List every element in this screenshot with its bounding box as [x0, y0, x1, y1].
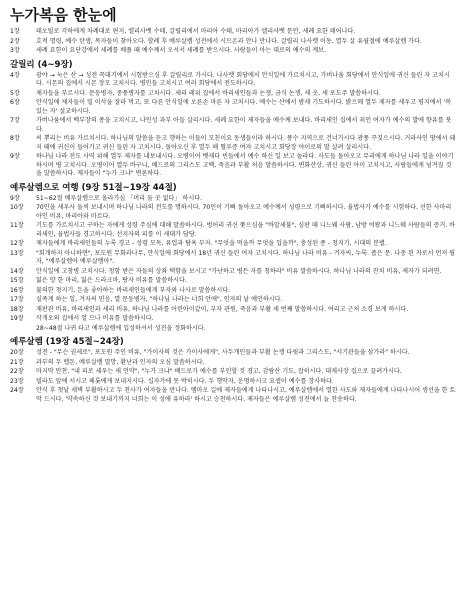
chapter-summary: 재판관 비유, 바리새인과 세리 비유, 하나님 나라를 어린아이같이, 부자 관원, 죽음과 부활 세 번째 말씀하시다. 여리고 근처 소경 보게 하시다.: [36, 305, 409, 313]
chapter-label: 9장: [10, 153, 20, 160]
chapter-label: 16장: [10, 286, 24, 294]
chapter-row: [8, 47, 456, 56]
chapter-row: [8, 296, 456, 305]
chapter-row: [8, 240, 456, 249]
chapter-row: [8, 277, 456, 286]
chapter-label: 19장: [10, 315, 24, 322]
chapter-row: [8, 368, 456, 377]
chapter-label: 11장: [10, 222, 24, 229]
chapter-label: 17장: [10, 296, 24, 303]
chapter-summary: 제자들에게 바리새인들의 누룩 경고 - 성령 모독, 유업과 탐욕 부자. "무엇을 먹을까 무엇을 입을까", 충성된 종 - 청지기, 시대의 분별.: [36, 240, 387, 247]
chapter-summary: 기도를 가르치시고 구하는 자에게 성령 주심에 대해 말씀하시다. 벙어리 귀신 쫓으심을 "바알세불", 심판 때 니느웨 사람, 남방 여왕과 니느웨 사람들의 증거. 바리새인, 율법사들 경고하시다. 선지자의 피를 이 세대가 담당.: [36, 222, 455, 238]
chapter-label: 14장: [10, 267, 24, 275]
chapter-row: [8, 250, 456, 267]
section-note: 28~48절 나귀 타고 예루살렘에 입성하셔서 성전을 정화하시다.: [36, 324, 206, 332]
chapter-summary: 하나님 나라 전도 사역 위해 열두 제자를 내보내시다. 오병이어 벳새다 빈들에서 예수 하신 일 보고 놀라다. 사도들 돌아오고 무리에게 하나님 나라 일을 이야기하시며 병 고치시다. 오병이어 열두 바구니, 베드로의 그리스도 고백, 죽음과 부활 처음 말씀하시다. 변화산상, 귀신 들린 아이 고치시고, 사람들에게 넘겨질 것을 말씀하시다. 제자들이 "누가 크냐" 변론하다.: [36, 153, 454, 177]
chapter-label: 4장: [10, 71, 20, 79]
chapter-row: [8, 306, 456, 315]
chapter-label: 7장: [10, 117, 20, 124]
chapter-summary: 잃은 양 한 마리, 잃은 드라크마, 탕자 비유를 말씀하시다.: [36, 277, 187, 284]
chapter-summary: 데오빌로 각하에게 차례대로 편지, 엘리사벳 수태, 갈릴리에서 마리아 수태, 마리아가 엘리사벳 문안, 세례 요한 태어나다.: [36, 28, 356, 35]
chapter-summary: 마지막 만찬, "내 피로 세우는 새 언약", "누가 크냐" 베드로가 예수를 부인할 것 경고, 감람산 기도, 잡히시다. 대제사장 집으로 끌려가시다.: [36, 368, 402, 375]
chapter-row: [8, 38, 456, 47]
chapter-row: [8, 153, 456, 179]
chapter-row: [8, 195, 456, 204]
chapter-row: [8, 359, 456, 368]
chapter-label: 3장: [10, 47, 20, 54]
chapter-row: [8, 222, 456, 239]
chapter-summary: 안식일에 제자들이 밀 이삭을 잘라 먹고, 또 다른 안식일에 오른손 마른 자 고치시다. 예수는 산에서 밤새 기도하시다. 밝으매 열두 제자를 세우고 평지에서 '복 있는 자' 설교하시다.: [36, 99, 452, 115]
document-content: [8, 28, 456, 404]
chapter-row: [8, 99, 456, 116]
chapter-summary: 제자들을 부르시다. 문둥병자, 중풍병자를 고치시다. 세리 레위 집에서 바리새인들과 논쟁, 금식 논쟁, 새 옷, 새 포도주 말씀하시다.: [36, 89, 381, 97]
chapter-summary: 성전 - "무슨 권세로", 포도원 주인 비유, "가이사의 것은 가이사에게", 사두개인들과 부활 논쟁 다윗과 그리스도, "서기관들을 삼가라" 하시다.: [36, 349, 410, 356]
page-title: 누가복음 한눈에: [10, 6, 117, 24]
chapter-row: [8, 268, 456, 277]
chapter-summary: 세례 요한이 요단강에서 세례를 베풀 때 예수께서 오셔서 세례를 받으시다. 사람들이 아는 대로의 예수의 계보.: [36, 47, 327, 54]
chapter-summary: 호적 명령, 예수 탄생, 목자들이 찾아오다. 할례 후 예루살렘 성전에서 시므온과 안나 만나다. 갈릴리 나사렛 이동. 열두 살 유월절에 예루살렘 가다.: [36, 37, 422, 45]
section-heading: 갈릴리 (4~9장): [10, 59, 73, 70]
chapter-summary: 과부의 두 렙돈, 예루살렘 멸망, 환난과 인자의 오심 말씀하시다.: [36, 358, 205, 366]
chapter-row: [8, 135, 456, 152]
chapter-label: 9장: [10, 194, 20, 202]
chapter-summary: 51~62절 예루살렘으로 올라가심 「머리 둘 곳 없다」 하시다.: [36, 194, 203, 202]
chapter-label: 1장: [10, 28, 20, 35]
chapter-summary: 70인을 세우사 둘씩 보내시며 하나님 나라의 전도를 명하시다. 70인이 기뻐 돌아오고 예수께서 성령으로 기뻐하시다. 율법사가 예수를 시험하다. 선한 사마리아인 비유, 마리아와 마르다.: [36, 204, 452, 220]
chapter-label: 18장: [10, 305, 24, 313]
section-heading: 예루살렘 (19장 45절~24장): [10, 337, 124, 347]
chapter-summary: 가버나움에서 백부장의 종을 고치시고, 나인성 과부 아들 살리시다. 세례 요한이 제자들을 예수께 보내다. 바리새인 집에서 죄인 여자가 예수의 발에 향유를 붓다.: [36, 117, 452, 133]
chapter-summary: 안식 후 첫날 새벽 부활하시고 두 천사가 여자들을 만나다. 엠마오 길에 제자들에게 나타나시고, 예루살렘에서 열한 사도와 제자들에게 나타나시어 생선을 한 토막 드시다. '약속하신 것 보내기까지 너희는 이 성에 유하라' 하시고 승천하시다. 제자들은 예루살렘 성전에서 늘 찬송하다.: [36, 387, 456, 403]
chapter-row: [8, 349, 456, 358]
chapter-label: 2장: [10, 37, 20, 45]
chapter-label: 21장: [10, 358, 24, 366]
chapter-label: 12장: [10, 240, 24, 247]
chapter-label: 10장: [10, 204, 24, 211]
chapter-label: 5장: [10, 89, 20, 97]
chapter-label: 20장: [10, 349, 24, 356]
chapter-row: [8, 90, 456, 99]
chapter-summary: 빌라도 앞에 서시고 헤롯에게 보내지시다. 십자가에 못 박히시다. 두 행악자, 운명하시고 요셉이 예수를 장사하다.: [36, 377, 334, 385]
chapter-label: 15장: [10, 277, 24, 284]
chapter-label: 22장: [10, 368, 24, 375]
chapter-label: 6장: [10, 99, 20, 106]
chapter-summary: 씨 뿌리는 비유 가르치시다. 하나님의 말씀을 듣고 행하는 이들이 모친이요 동생들이라 하시다. 풍수 지역으로 건너가시다 광풍 꾸짖으시다. 거라사인 땅에서 돼지 떼에 귀신이 들어가고 귀신 들린 자 고치시다. 돌아오신 후 열두 해 혈루증 여자 고치시고 회당장 야이로의 딸 살려 살리시다.: [36, 135, 456, 151]
chapter-summary: "회개하지 아니하면", 포도원 무화과나무, 안식일에 회당에서 18년 귀신 들린 여자 고치시다. 하나님 나라 비유 - 겨자씨, 누룩. 좁은 문. 나중 된 자로서 먼저 될 자, "예루살렘아 예루살렘아".: [36, 249, 456, 265]
section-heading: 예루살렘으로 여행 (9장 51절~19장 44절): [10, 182, 177, 193]
chapter-row: [8, 315, 456, 324]
chapter-summary: 안식일에 고창병 고치시다. 청함 받은 자들의 상좌 택함을 보시고 "가난하고 병든 자를 청하라" 비유 말씀하시다. 하나님 나라의 잔치 비유, 제자가 되려면.: [36, 267, 442, 275]
chapter-label: 13장: [10, 249, 24, 257]
chapter-summary: 불의한 청지기, 돈을 좋아하는 바리새인들에게 부자와 나사로 말씀하시다.: [36, 286, 231, 294]
chapter-summary: 실족게 하는 일, 겨자씨 믿음, 열 문둥병자, "하나님 나라는 너희 안에", 인자의 날 예언하시다.: [36, 296, 283, 303]
chapter-row: [8, 72, 456, 89]
chapter-label: 24장: [10, 387, 24, 394]
chapter-row: [8, 28, 456, 37]
chapter-row: [8, 378, 456, 387]
chapter-row: [8, 387, 456, 404]
chapter-row: [8, 117, 456, 134]
chapter-label: 8장: [10, 135, 20, 142]
chapter-summary: 광야 → 눅은 산 → 성전 꼭대기에서 시험받으심 후 갈릴리로 가시다. 나사렛 회당에서 안식일에 가르치시고, 가버나움 회당에서 안식일에 귀신 들린 자 고치시다. 시몬의 집에서 시몬 장모 고치시다. 병인들 고치시고 여러 회당에서 전도하시다.: [36, 71, 450, 87]
chapter-summary: 삭개오의 집에서 열 므나 비유를 말씀하시다.: [36, 315, 154, 322]
chapter-row: [8, 287, 456, 296]
chapter-label: 23장: [10, 377, 24, 385]
chapter-row: [8, 204, 456, 221]
